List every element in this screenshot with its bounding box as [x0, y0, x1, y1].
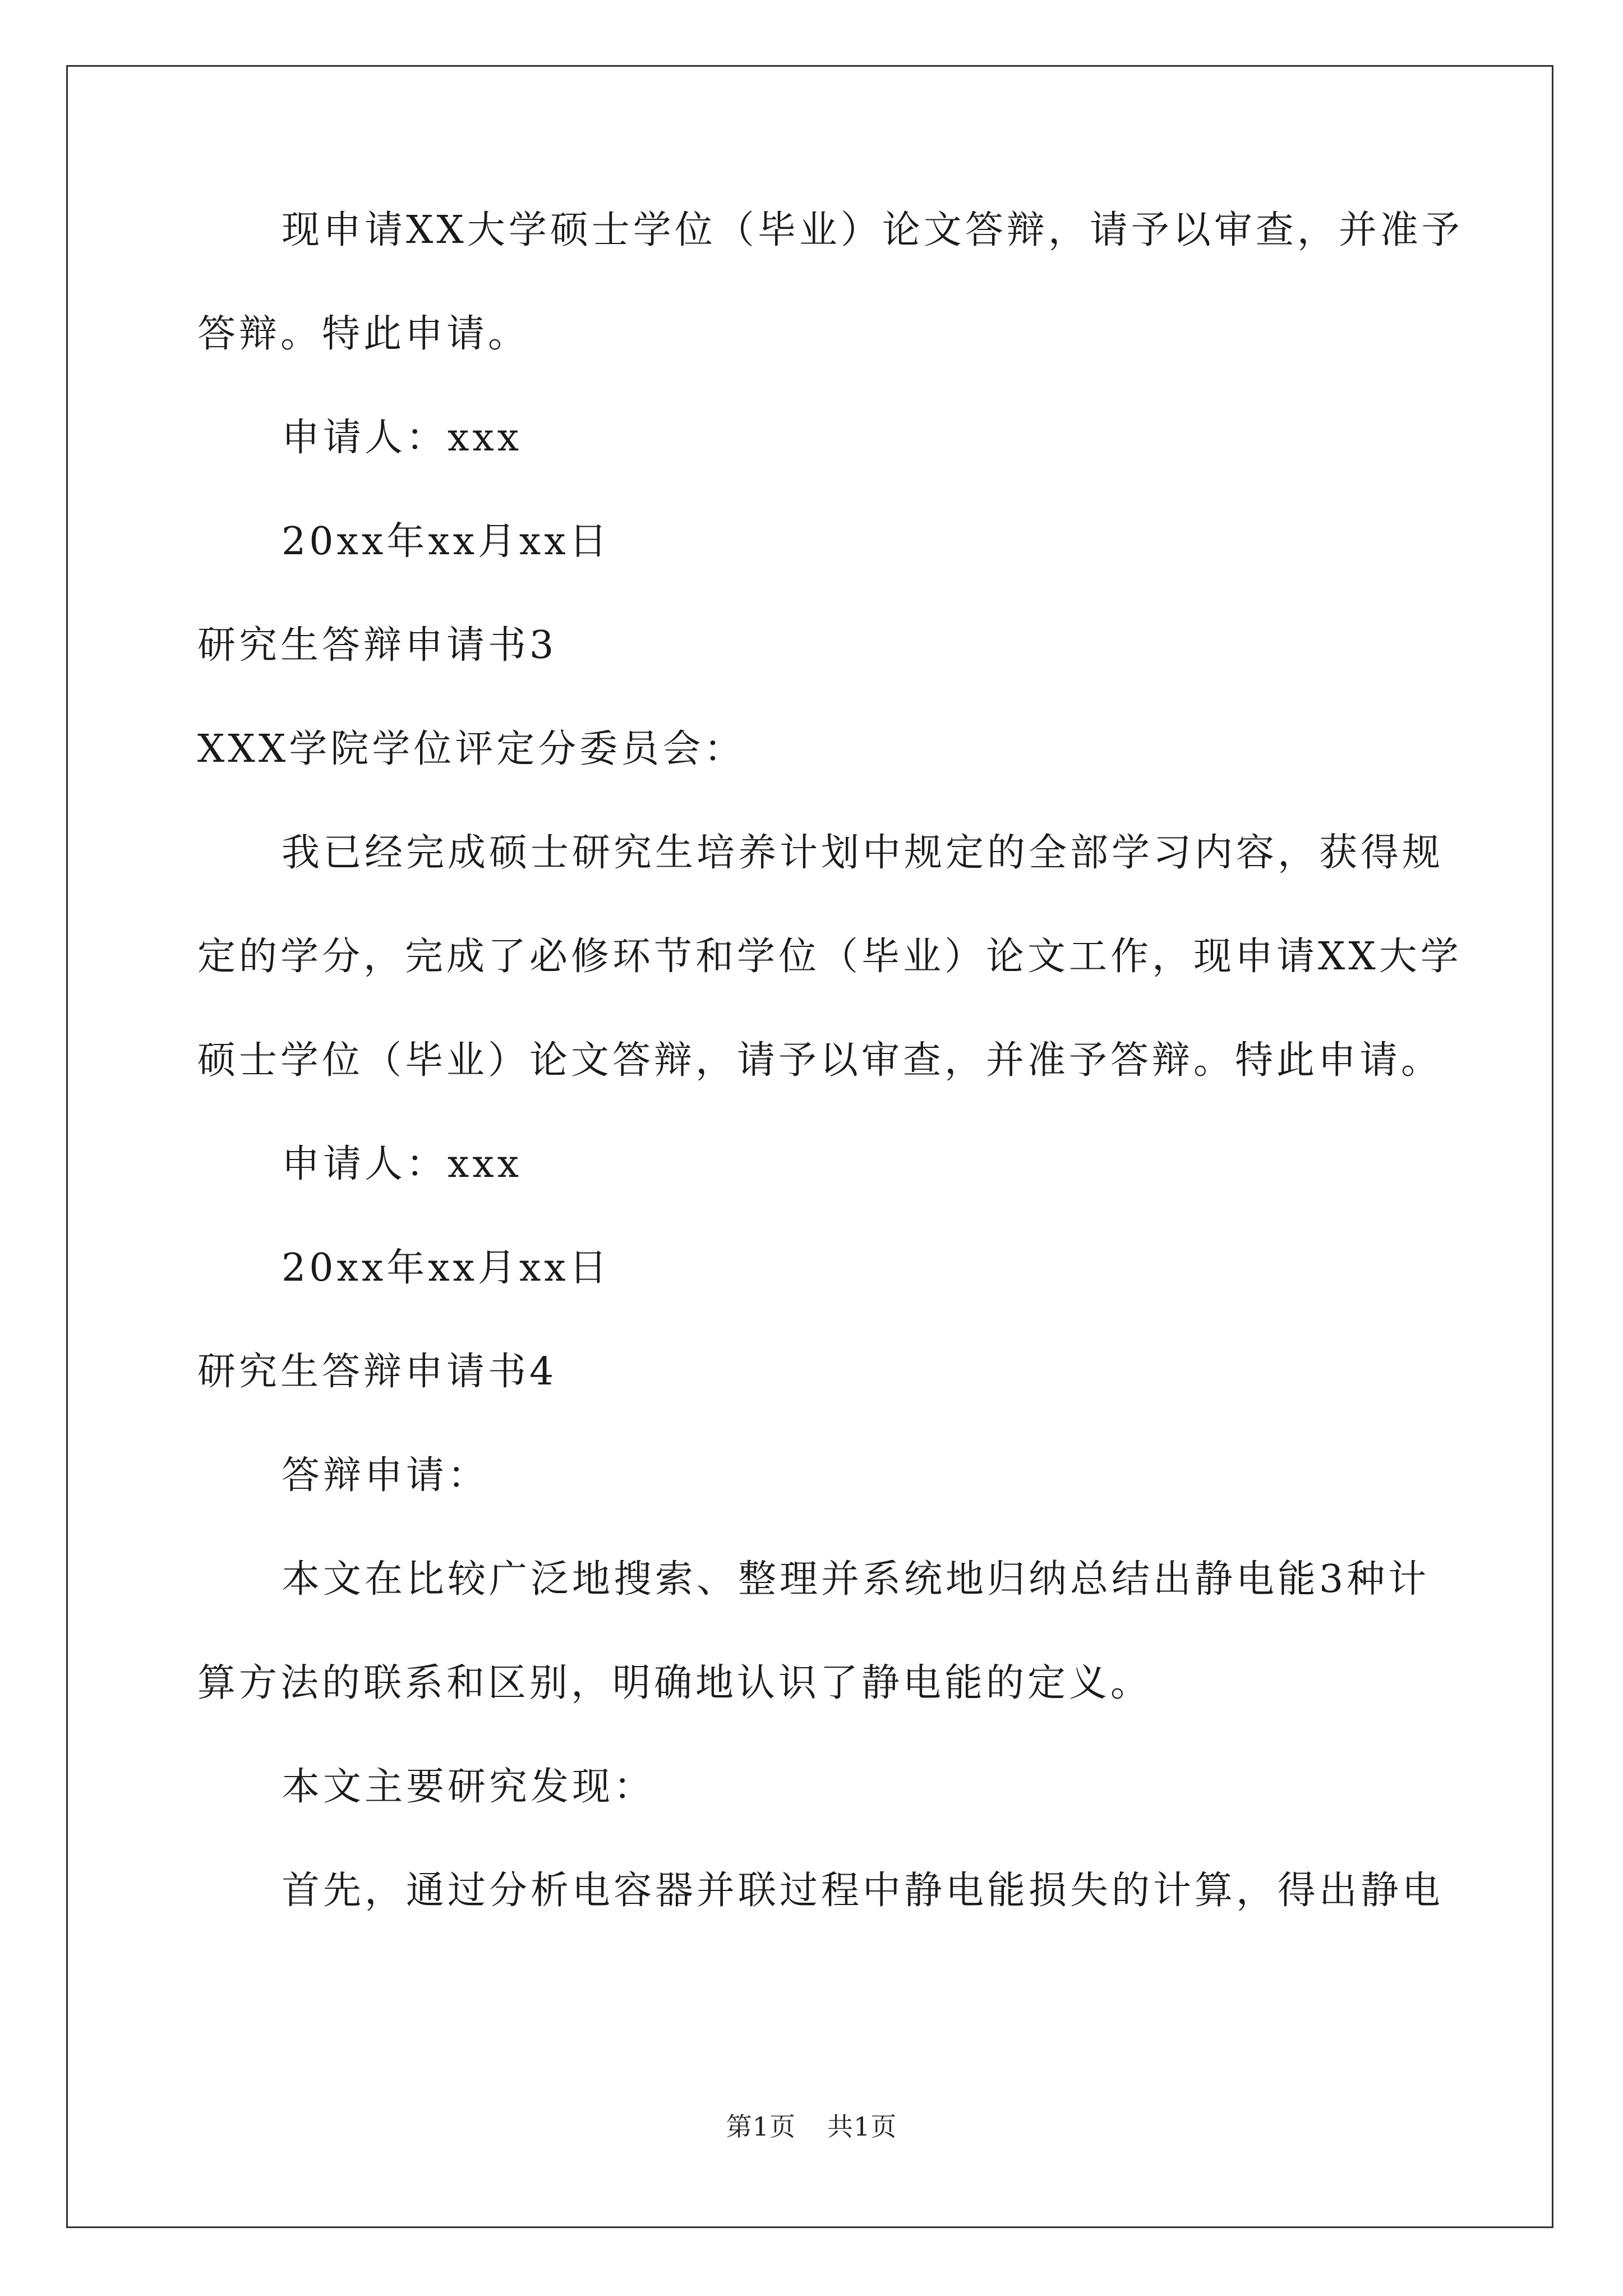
page-number: 第1页 — [726, 2111, 796, 2142]
text-line: 现申请XX大学硕士学位（毕业）论文答辩，请予以审查，并准予 — [282, 208, 1463, 252]
text-line: 本文主要研究发现： — [282, 1765, 656, 1809]
text-line: 答辩。特此申请。 — [197, 312, 530, 356]
section-heading: 研究生答辩申请书3 — [197, 623, 557, 668]
text-line: 我已经完成硕士研究生培养计划中规定的全部学习内容，获得规 — [282, 831, 1444, 875]
applicant-line: 申请人：xxx — [282, 416, 523, 460]
text-line: 算方法的联系和区别，明确地认识了静电能的定义。 — [197, 1661, 1152, 1705]
section-heading: 研究生答辩申请书4 — [197, 1350, 557, 1394]
date-line: 20xx年xx月xx日 — [282, 519, 611, 564]
page-footer — [0, 2106, 1623, 2143]
text-line: 硕士学位（毕业）论文答辩，请予以审查，并准予答辩。特此申请。 — [197, 1038, 1443, 1083]
date-line: 20xx年xx月xx日 — [282, 1246, 611, 1290]
text-line: 首先，通过分析电容器并联过程中静电能损失的计算，得出静电 — [282, 1869, 1444, 1913]
text-line: 定的学分，完成了必修环节和学位（毕业）论文工作，现申请XX大学 — [197, 935, 1462, 979]
page-total: 共1页 — [827, 2111, 897, 2142]
document-body — [197, 205, 1463, 1917]
applicant-line: 申请人：xxx — [282, 1142, 523, 1186]
text-line: 答辩申请： — [282, 1453, 490, 1498]
text-line: 本文在比较广泛地搜索、整理并系统地归纳总结出静电能3种计 — [282, 1557, 1430, 1602]
salutation-line: XXX学院学位评定分委员会： — [197, 727, 746, 771]
